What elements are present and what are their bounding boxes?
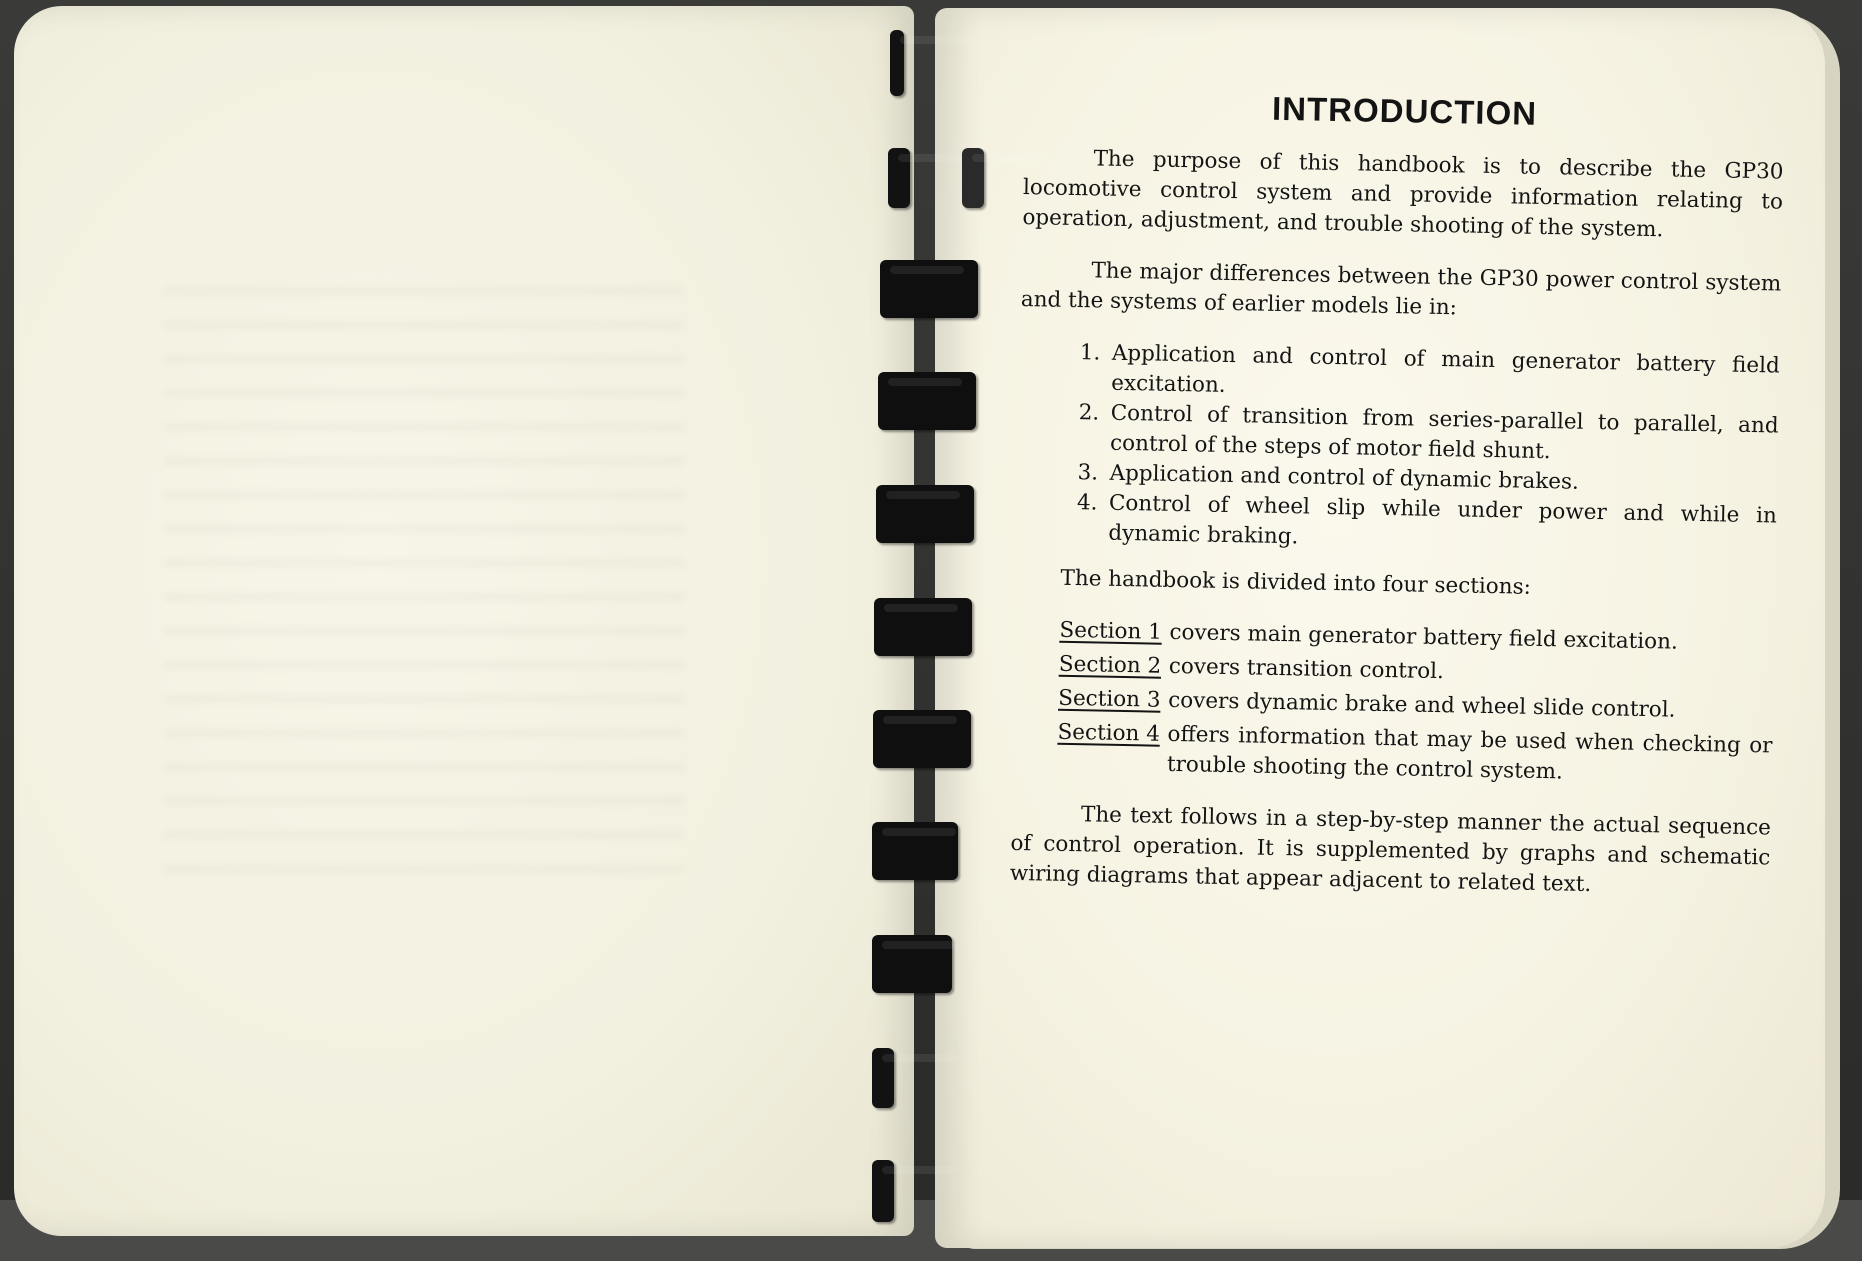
list-text: Application and control of main generator battery field excitation.: [1111, 340, 1780, 398]
spiral-binding: [880, 0, 1000, 1261]
section-name: Section 1: [1059, 617, 1163, 645]
left-page-blank: [14, 6, 914, 1236]
binding-coil: [890, 30, 904, 96]
differences-intro: The major differences between the GP30 power control system and the systems of earlier models lie in:: [1020, 258, 1782, 321]
list-number: 4.: [1076, 490, 1098, 516]
list-number: 2.: [1078, 400, 1100, 426]
list-text: Control of transition from series-parallel to parallel, and control of the steps of motor field shunt.: [1109, 400, 1779, 465]
section-name: Section 4: [1057, 719, 1161, 747]
introduction-text: [1009, 85, 1785, 925]
binding-coil: [880, 260, 978, 318]
list-text: Application and control of dynamic brakes.: [1109, 460, 1580, 495]
binding-coil: [876, 485, 974, 543]
binding-coil: [962, 148, 984, 208]
binding-coil: [872, 935, 952, 993]
sections-list: [1057, 616, 1775, 792]
section-desc: offers information that may be used when checking or trouble shooting the control system.: [1166, 721, 1773, 785]
binding-coil: [873, 710, 971, 768]
section-name: Section 3: [1057, 685, 1161, 713]
bleed-through-text: [164, 286, 684, 886]
binding-coil: [872, 822, 958, 880]
binding-coil: [888, 148, 910, 208]
list-item: [1076, 488, 1777, 561]
page-title: INTRODUCTION: [1271, 89, 1538, 132]
section-name: Section 2: [1058, 651, 1162, 679]
section-row: [1057, 718, 1773, 792]
differences-list: [1076, 338, 1780, 561]
closing-paragraph: The text follows in a step-by-step manner the actual sequence of control operation. It is supplemented by graphs and schematic wiring diagrams that appear adjacent to related text.: [1009, 802, 1772, 898]
sections-intro: The handbook is divided into four sections:: [1060, 565, 1532, 600]
purpose-paragraph: The purpose of this handbook is to describe the GP30 locomotive control system and provide information relating to operation, adjustment, and trouble shooting of the system.: [1022, 146, 1784, 243]
binding-coil: [872, 1160, 894, 1222]
list-number: 1.: [1079, 340, 1101, 366]
binding-coil: [872, 1048, 894, 1108]
section-desc: covers dynamic brake and wheel slide control.: [1167, 687, 1676, 723]
section-desc: covers transition control.: [1168, 653, 1445, 685]
binding-coil: [874, 598, 972, 656]
section-desc: covers main generator battery field excitation.: [1169, 619, 1679, 655]
binding-coil: [878, 372, 976, 430]
list-text: Control of wheel slip while under power and while in dynamic braking.: [1108, 490, 1778, 550]
list-number: 3.: [1077, 460, 1099, 486]
